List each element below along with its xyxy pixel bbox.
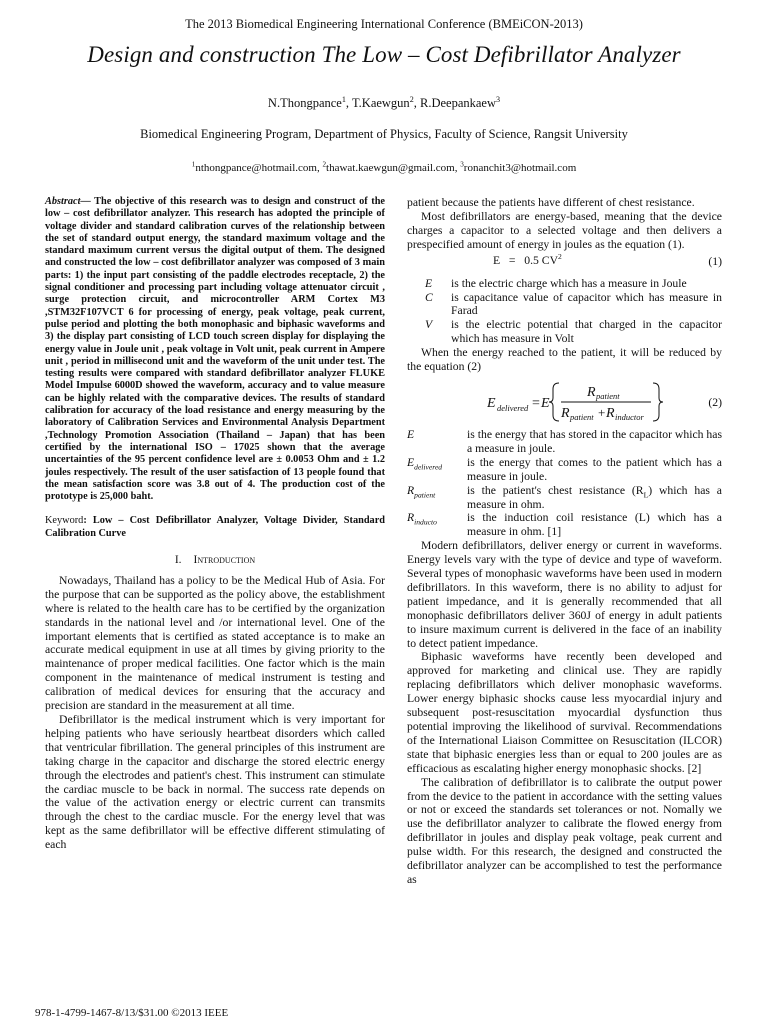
definition-symbol: V	[425, 318, 433, 332]
intro-paragraph-2: Defibrillator is the medical instrument which is very important for helping patients who have seriously heartbeat disorders which called that ventricular fibrillation. The general principles of this instrument are taking charge in the capacitor and discharge the stored electric energy through the electrodes and patient's chest. This instrument can stimulate the cardiac muscle to be back in normal. The success rate depends on the value of the activation energy or electric current can transmits through the chest to the cardiac muscle. For the energy level that was kept as the same defibrillator will be effective different stimulating of each	[45, 712, 385, 852]
keyword-label: Keyword	[45, 515, 84, 527]
email-1: nthongpance@hotmail.com	[195, 162, 317, 174]
email-2-mark: 2	[322, 160, 327, 169]
definition-symbol: $E_{delivered}$	[407, 455, 443, 472]
equation-2	[407, 380, 722, 424]
equation-2-formula	[487, 380, 687, 424]
eq1-number: (1)	[708, 254, 722, 268]
definition-symbol: E	[425, 276, 433, 290]
eq1-lhs: E	[493, 253, 501, 267]
email-list: $^1$nthongpance@hotmail.com, $^2$thawat.kaewgun@gmail.com, $^3$ronanchit3@hotmail.com	[191, 160, 577, 174]
keywords	[45, 515, 385, 540]
definition-item	[407, 318, 722, 346]
definition-text: is the patient's chest resistance $(R_L)$ which has a measure in ohm.	[467, 483, 722, 511]
definition-item	[407, 456, 722, 484]
eq2-right-brace	[653, 383, 663, 421]
equation-1-definitions	[407, 277, 722, 347]
definition-text: is capacitance value of capacitor which has measure in Farad	[451, 290, 722, 318]
definition-item	[407, 484, 722, 512]
definition-text: is the energy that comes to the patient which has a measure in joule.	[467, 455, 722, 483]
author-1: N.Thongpance	[267, 96, 342, 110]
definition-item	[407, 511, 722, 539]
equation-2-definitions	[407, 428, 722, 539]
abstract-body: The objective of this research was to design and construct of the low – cost defibrillator analyzer. This research has adopted the principle of voltage divider and standard calibration curves of the relationship between the set of standard output energy, the standard maximum voltage and the standard maximum current versus the digital output of them. The designed and constructed the low – cost defibrillator analyzer was composed of 3 main parts: 1) the input part consisting of the paddle electrodes receptacle, 2) the signal conditioner and processing part including voltage attenuator circuit , surge protection circuit, and microcontroller ARM Cortex M3 ,STM32F107VCT 6 for processing of energy, peak voltage, peak current, pulse period and plotting the both monophasic and biphasic waveforms and 3) the display part consisting of LCD touch screen display for displaying the energy value in Joule unit , peak voltage in Volt unit, peak current in Ampere unit , period in millisecond unit and the waveform of the unit under test. The testing results were compared with standard defibrillator analyzer FLUKE Model Impulse 6000D showed the waveform, accuracy and to value measure can be highly related with the comparative devices. The results of standard calibration for accuracy of the load resistance and energy measuring by the laboratory of Calibration Services and Environmental Analysis Department ,Technology Promotion Association (Thailand – Japan) that has been certified by the international ISO – 17025 shown that the average uncertainties of the 95 percent confidence level are ± 0.0053 Ohm and ± 1.2 joules respectively. The result of the user satisfaction of 13 people found that the mean satisfaction score was 3.8 out of 4. The production cost of the prototype is 25,000 baht.	[45, 196, 385, 503]
right-column	[407, 196, 722, 887]
section-number: I.	[174, 554, 182, 567]
eq1-rhs: 0.5 CV	[524, 253, 559, 267]
eq2-plus: +	[598, 404, 606, 420]
definition-item	[407, 428, 722, 456]
eq2-e: E	[541, 395, 550, 411]
definition-text: is the energy that has stored in the capacitor which has a measure in joule.	[467, 427, 722, 455]
left-column	[45, 196, 385, 852]
definition-symbol: C	[425, 290, 433, 304]
paragraph-biphasic-waveforms: Biphasic waveforms have recently been developed and approved for marketing and clinical use. They are rapidly replacing defibrillators which deliver monophasic waveforms. Lower energy biphasic shocks cause less myocardial injury and subsequent post-resuscitation myocardial dysfunction thus potential improving the likelihood of survival. Recommendations of the International Liaison Committee on Resuscitation (ILCOR) state that biphasic energies less than or equal to 200 joules are as efficacious as escalating higher energy monophasic shocks. [2]	[407, 650, 722, 775]
author-2: T.Kaewgun	[351, 96, 410, 110]
paragraph-energy-reduced: When the energy reached to the patient, it will be reduced by the equation (2)	[407, 346, 722, 374]
section-title: Introduction	[193, 554, 256, 567]
eq2-den-sub2: inductor	[615, 411, 644, 422]
definition-symbol: $R_{patient}$	[407, 483, 436, 499]
paragraph-energy-based: Most defibrillators are energy-based, meaning that the device charges a capacitor to a selected voltage and then delivers a prespecified amount of energy in joules as the equation (1).	[407, 209, 722, 251]
eq2-den-r2: R	[606, 405, 615, 421]
author-2-mark: 2	[409, 94, 414, 104]
paragraph-modern-defibrillators: Modern defibrillators, deliver energy or current in waveforms. Energy levels vary with the type of device and type of waveform. Several types of monophasic waveforms have been used in modern defibrillators. In this waveform, there is no ability to adjust for patient impedance, and it is generally recommended that all monophasic defibrillators deliver 360J of energy in adult patients to insure maximum current is delivered in the face of an inability to detect patient impedance.	[407, 539, 722, 650]
eq2-number: (2)	[708, 395, 722, 409]
eq1-equals: =	[508, 253, 516, 267]
eq2-den-sub1: patient	[570, 411, 594, 422]
footer-isbn: 978-1-4799-1467-8/13/$31.00 ©2013 IEEE	[35, 1007, 229, 1019]
author-3: R.Deepankaew	[420, 96, 497, 110]
abstract-lead: Abstract—	[45, 196, 91, 207]
section-heading-introduction	[45, 554, 385, 568]
keyword-text: : Low – Cost Defibrillator Analyzer, Voltage Divider, Standard Calibration Curve	[45, 515, 385, 539]
definition-item	[407, 291, 722, 319]
definition-text: is the electric potential that charged in the capacitor which has measure in Volt	[451, 318, 722, 346]
email-1-mark: 1	[191, 160, 196, 169]
eq2-lhs: E	[487, 395, 496, 411]
email-2: thawat.kaewgun@gmail.com	[326, 162, 455, 174]
email-3-mark: 3	[460, 160, 464, 169]
abstract	[45, 196, 385, 503]
eq2-lhs-sub: delivered	[497, 402, 529, 413]
definition-text: is the induction coil resistance (L) which has a measure in ohm. [1]	[467, 511, 722, 539]
eq2-left-brace	[549, 383, 559, 421]
paragraph-continued: patient because the patients have different of chest resistance.	[407, 196, 695, 209]
email-3: ronanchit3@hotmail.com	[463, 162, 577, 174]
eq1-power: 2	[558, 251, 562, 261]
definition-symbol: E	[407, 427, 415, 441]
definition-item	[407, 277, 722, 291]
equation-1	[407, 251, 722, 271]
author-3-mark: 3	[496, 94, 501, 104]
paper-title: Design and construction The Low – Cost Defibrillator Analyzer	[87, 42, 681, 67]
definition-symbol: $R_{inducto}$	[407, 511, 437, 527]
eq2-num-r: R	[587, 384, 596, 400]
eq2-num-sub: patient	[596, 390, 620, 401]
affiliation: Biomedical Engineering Program, Department of Physics, Faculty of Science, Rangsit University	[140, 127, 628, 141]
conference-header: The 2013 Biomedical Engineering International Conference (BMEiCON-2013)	[185, 17, 583, 31]
definition-text: is the electric charge which has a measure in Joule	[451, 276, 687, 290]
paragraph-calibration: The calibration of defibrillator is to calibrate the output power from the device to the patient in accordance with the setting values or not or exceed the standards set tolerances or not. Nomally we use the defibrillator analyzer to calibrate the flowed energy from defibrillator in joules and display peak voltage, peak current and pulse width. For this research, the designed and constructed the defibrillator analyzer can be accomplished to test the performance as	[407, 775, 722, 886]
author-list: N.Thongpance$^1$, T.Kaewgun$^2$, R.Deepankaew$^3$	[267, 94, 501, 110]
author-1-mark: 1	[341, 94, 346, 104]
eq2-equals: =	[532, 395, 540, 411]
intro-paragraph-1: Nowadays, Thailand has a policy to be the Medical Hub of Asia. For the purpose that can be supported as the policy above, the establishment where is related to the health care has to be certified by the organization standards in the national level and /or international level. One of the important elements that is certified as stated acceptance is to make an accurate medical equipment in use at all times by giving priority to the maintenance of proper medical facilities. One factor which is the main component in the maintenance of medical instrument is testing and calibration of medical devices for ensuring that the accuracy and precision are standard in the measurement at all time.	[45, 573, 385, 713]
eq2-den-r1: R	[561, 405, 570, 421]
